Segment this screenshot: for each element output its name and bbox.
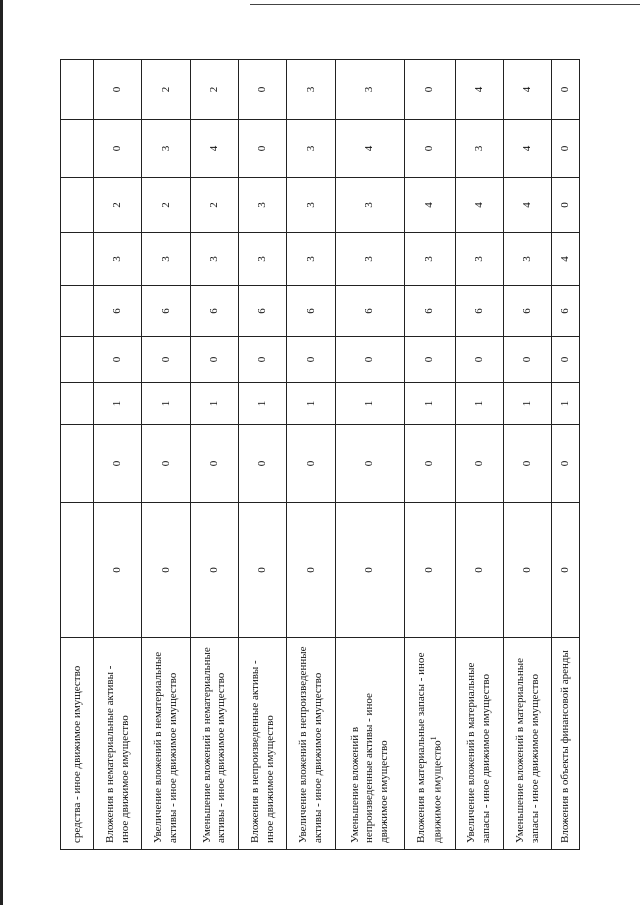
value-cell: 3 (335, 178, 404, 233)
value-cell: 3 (287, 233, 335, 286)
value-cell: 0 (190, 503, 238, 638)
empty-cell (61, 120, 94, 178)
value-cell: 6 (142, 286, 190, 337)
row-label: Уменьшение вложений в материальные запасы - иное движимое имущество (503, 638, 551, 850)
table-row (552, 60, 580, 850)
value-cell: 1 (552, 383, 580, 425)
value-cell: 4 (455, 178, 503, 233)
value-cell: 0 (404, 120, 455, 178)
row-label: Уменьшение вложений в непроизведенные активы - иное движимое имущество (335, 638, 404, 850)
value-cell: 6 (503, 286, 551, 337)
table-row (142, 60, 190, 850)
empty-cell (61, 286, 94, 337)
value-cell: 0 (239, 60, 287, 120)
row-label: средства - иное движимое имущество (61, 638, 94, 850)
value-cell: 3 (94, 233, 142, 286)
value-cell: 6 (455, 286, 503, 337)
value-cell: 0 (404, 425, 455, 503)
value-cell: 1 (503, 383, 551, 425)
page-edge-line (0, 0, 3, 905)
value-cell: 0 (94, 337, 142, 383)
value-cell: 0 (552, 503, 580, 638)
value-cell: 0 (287, 337, 335, 383)
value-cell: 0 (239, 337, 287, 383)
value-cell: 6 (287, 286, 335, 337)
value-cell: 4 (190, 120, 238, 178)
value-cell: 1 (404, 383, 455, 425)
value-cell: 1 (335, 383, 404, 425)
value-cell: 6 (552, 286, 580, 337)
value-cell: 0 (455, 503, 503, 638)
value-cell: 0 (552, 425, 580, 503)
value-cell: 3 (142, 120, 190, 178)
value-cell: 0 (190, 337, 238, 383)
value-cell: 0 (287, 503, 335, 638)
value-cell: 3 (503, 233, 551, 286)
value-cell: 0 (552, 120, 580, 178)
page-top-line (250, 4, 640, 5)
value-cell: 0 (335, 337, 404, 383)
value-cell: 3 (287, 120, 335, 178)
value-cell: 3 (455, 233, 503, 286)
value-cell: 2 (142, 178, 190, 233)
value-cell: 3 (287, 60, 335, 120)
value-cell: 4 (552, 233, 580, 286)
value-cell: 2 (94, 178, 142, 233)
value-cell: 0 (142, 425, 190, 503)
value-cell: 0 (552, 60, 580, 120)
value-cell: 2 (142, 60, 190, 120)
value-cell: 1 (142, 383, 190, 425)
value-cell: 0 (404, 503, 455, 638)
value-cell: 3 (335, 60, 404, 120)
value-cell: 3 (142, 233, 190, 286)
table-row (239, 60, 287, 850)
value-cell: 3 (455, 120, 503, 178)
value-cell: 0 (404, 60, 455, 120)
value-cell: 4 (455, 60, 503, 120)
value-cell: 0 (94, 60, 142, 120)
table-row (94, 60, 142, 850)
row-label: Увеличение вложений в материальные запасы - иное движимое имущество (455, 638, 503, 850)
value-cell: 0 (142, 503, 190, 638)
table-row (404, 60, 455, 850)
value-cell: 2 (190, 178, 238, 233)
value-cell: 3 (239, 233, 287, 286)
footnote-marker: 1 (428, 736, 438, 741)
empty-cell (61, 60, 94, 120)
value-cell: 0 (94, 120, 142, 178)
row-label: Уменьшение вложений в нематериальные активы - иное движимое имущество (190, 638, 238, 850)
value-cell: 1 (239, 383, 287, 425)
value-cell: 6 (335, 286, 404, 337)
value-cell: 6 (404, 286, 455, 337)
value-cell: 0 (239, 503, 287, 638)
value-cell: 4 (503, 178, 551, 233)
value-cell: 3 (404, 233, 455, 286)
value-cell: 0 (287, 425, 335, 503)
empty-cell (61, 383, 94, 425)
table-row (455, 60, 503, 850)
value-cell: 0 (239, 120, 287, 178)
value-cell: 0 (503, 425, 551, 503)
table-row (503, 60, 551, 850)
row-label: Увеличение вложений в нематериальные активы - иное движимое имущество (142, 638, 190, 850)
value-cell: 6 (190, 286, 238, 337)
empty-cell (61, 233, 94, 286)
value-cell: 0 (455, 425, 503, 503)
table-row (287, 60, 335, 850)
value-cell: 3 (239, 178, 287, 233)
value-cell: 0 (94, 503, 142, 638)
empty-cell (61, 425, 94, 503)
row-label: Вложения в нематериальные активы - иное движимое имущество (94, 638, 142, 850)
value-cell: 4 (503, 120, 551, 178)
table-row (61, 60, 94, 850)
value-cell: 1 (455, 383, 503, 425)
value-cell: 1 (190, 383, 238, 425)
value-cell: 3 (287, 178, 335, 233)
value-cell: 0 (404, 337, 455, 383)
value-cell: 3 (335, 233, 404, 286)
value-cell: 1 (94, 383, 142, 425)
value-cell: 6 (239, 286, 287, 337)
row-label: Увеличение вложений в непроизведенные активы - иное движимое имущество (287, 638, 335, 850)
value-cell: 4 (503, 60, 551, 120)
value-cell: 0 (190, 425, 238, 503)
value-cell: 4 (335, 120, 404, 178)
value-cell: 0 (335, 425, 404, 503)
value-cell: 0 (552, 337, 580, 383)
value-cell: 0 (239, 425, 287, 503)
value-cell: 0 (94, 425, 142, 503)
row-label: Вложения в объекты финансовой аренды (552, 638, 580, 850)
value-cell: 1 (287, 383, 335, 425)
value-cell: 0 (335, 503, 404, 638)
row-label (404, 638, 455, 850)
empty-cell (61, 503, 94, 638)
value-cell: 0 (455, 337, 503, 383)
value-cell: 3 (190, 233, 238, 286)
table-row (190, 60, 238, 850)
account-codes-table (60, 59, 580, 850)
value-cell: 0 (142, 337, 190, 383)
empty-cell (61, 178, 94, 233)
row-label: Вложения в непроизведенные активы - иное движимое имущество (239, 638, 287, 850)
value-cell: 6 (94, 286, 142, 337)
value-cell: 2 (190, 60, 238, 120)
value-cell: 0 (503, 337, 551, 383)
value-cell: 4 (404, 178, 455, 233)
rotated-table-container (60, 60, 580, 850)
table-row (335, 60, 404, 850)
row-label-text: Вложения в материальные запасы - иное движимое имущество (415, 652, 444, 843)
value-cell: 0 (552, 178, 580, 233)
empty-cell (61, 337, 94, 383)
value-cell: 0 (503, 503, 551, 638)
